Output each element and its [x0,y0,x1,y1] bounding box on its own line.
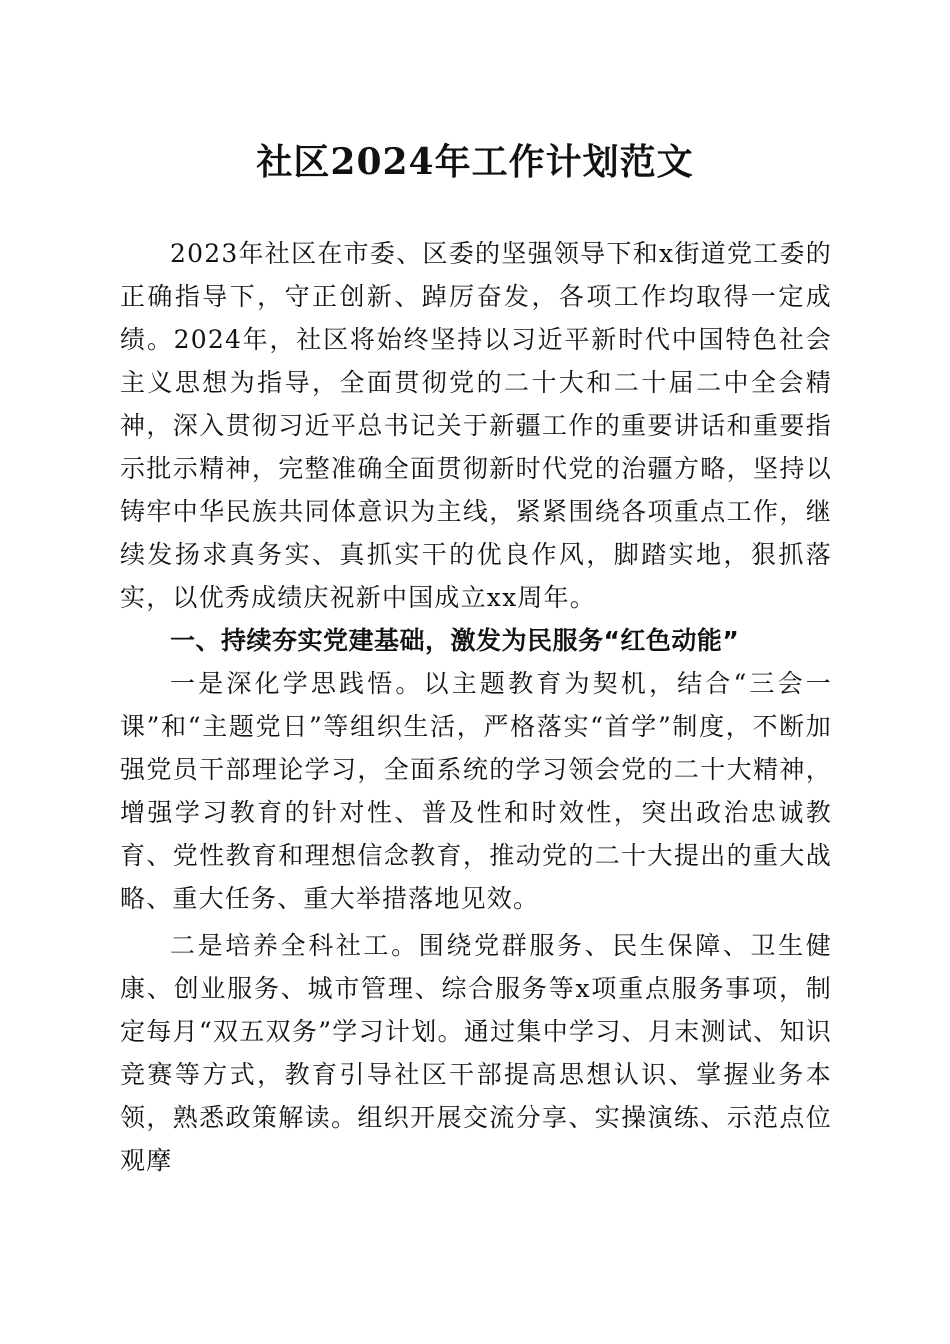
document-body [120,232,832,1182]
section-heading: 一、持续夯实党建基础，激发为民服务“红色动能” [170,626,740,655]
body-paragraph-item-1: 一是深化学思践悟。以主题教育为契机，结合“三会一课”和“主题党日”等组织生活，严格落实“首学”制度，不断加强党员干部理论学习，全面系统的学习领会党的二十大精神，增强学习教育的针对性、普及性和时效性，突出政治忠诚教育、党性教育和理想信念教育，推动党的二十大提出的重大战略、重大任务、重大举措落地见效。 [120,669,832,913]
body-paragraph-item-2: 二是培养全科社工。围绕党群服务、民生保障、卫生健康、创业服务、城市管理、综合服务等x项重点服务事项，制定每月“双五双务”学习计划。通过集中学习、月末测试、知识竞赛等方式，教育引导社区干部提高思想认识、掌握业务本领，熟悉政策解读。组织开展交流分享、实操演练、示范点位观摩 [120,931,832,1175]
document-title: 社区2024年工作计划范文 [256,141,694,183]
intro-paragraph: 2023年社区在市委、区委的坚强领导下和x街道党工委的正确指导下，守正创新、踔厉奋发，各项工作均取得一定成绩。2024年，社区将始终坚持以习近平新时代中国特色社会主义思想为指导，全面贯彻党的二十大和二十届二中全会精神，深入贯彻习近平总书记关于新疆工作的重要讲话和重要指示批示精神，完整准确全面贯彻新时代党的治疆方略，坚持以铸牢中华民族共同体意识为主线，紧紧围绕各项重点工作，继续发扬求真务实、真抓实干的优良作风，脚踏实地，狠抓落实，以优秀成绩庆祝新中国成立xx周年。 [120,239,832,612]
